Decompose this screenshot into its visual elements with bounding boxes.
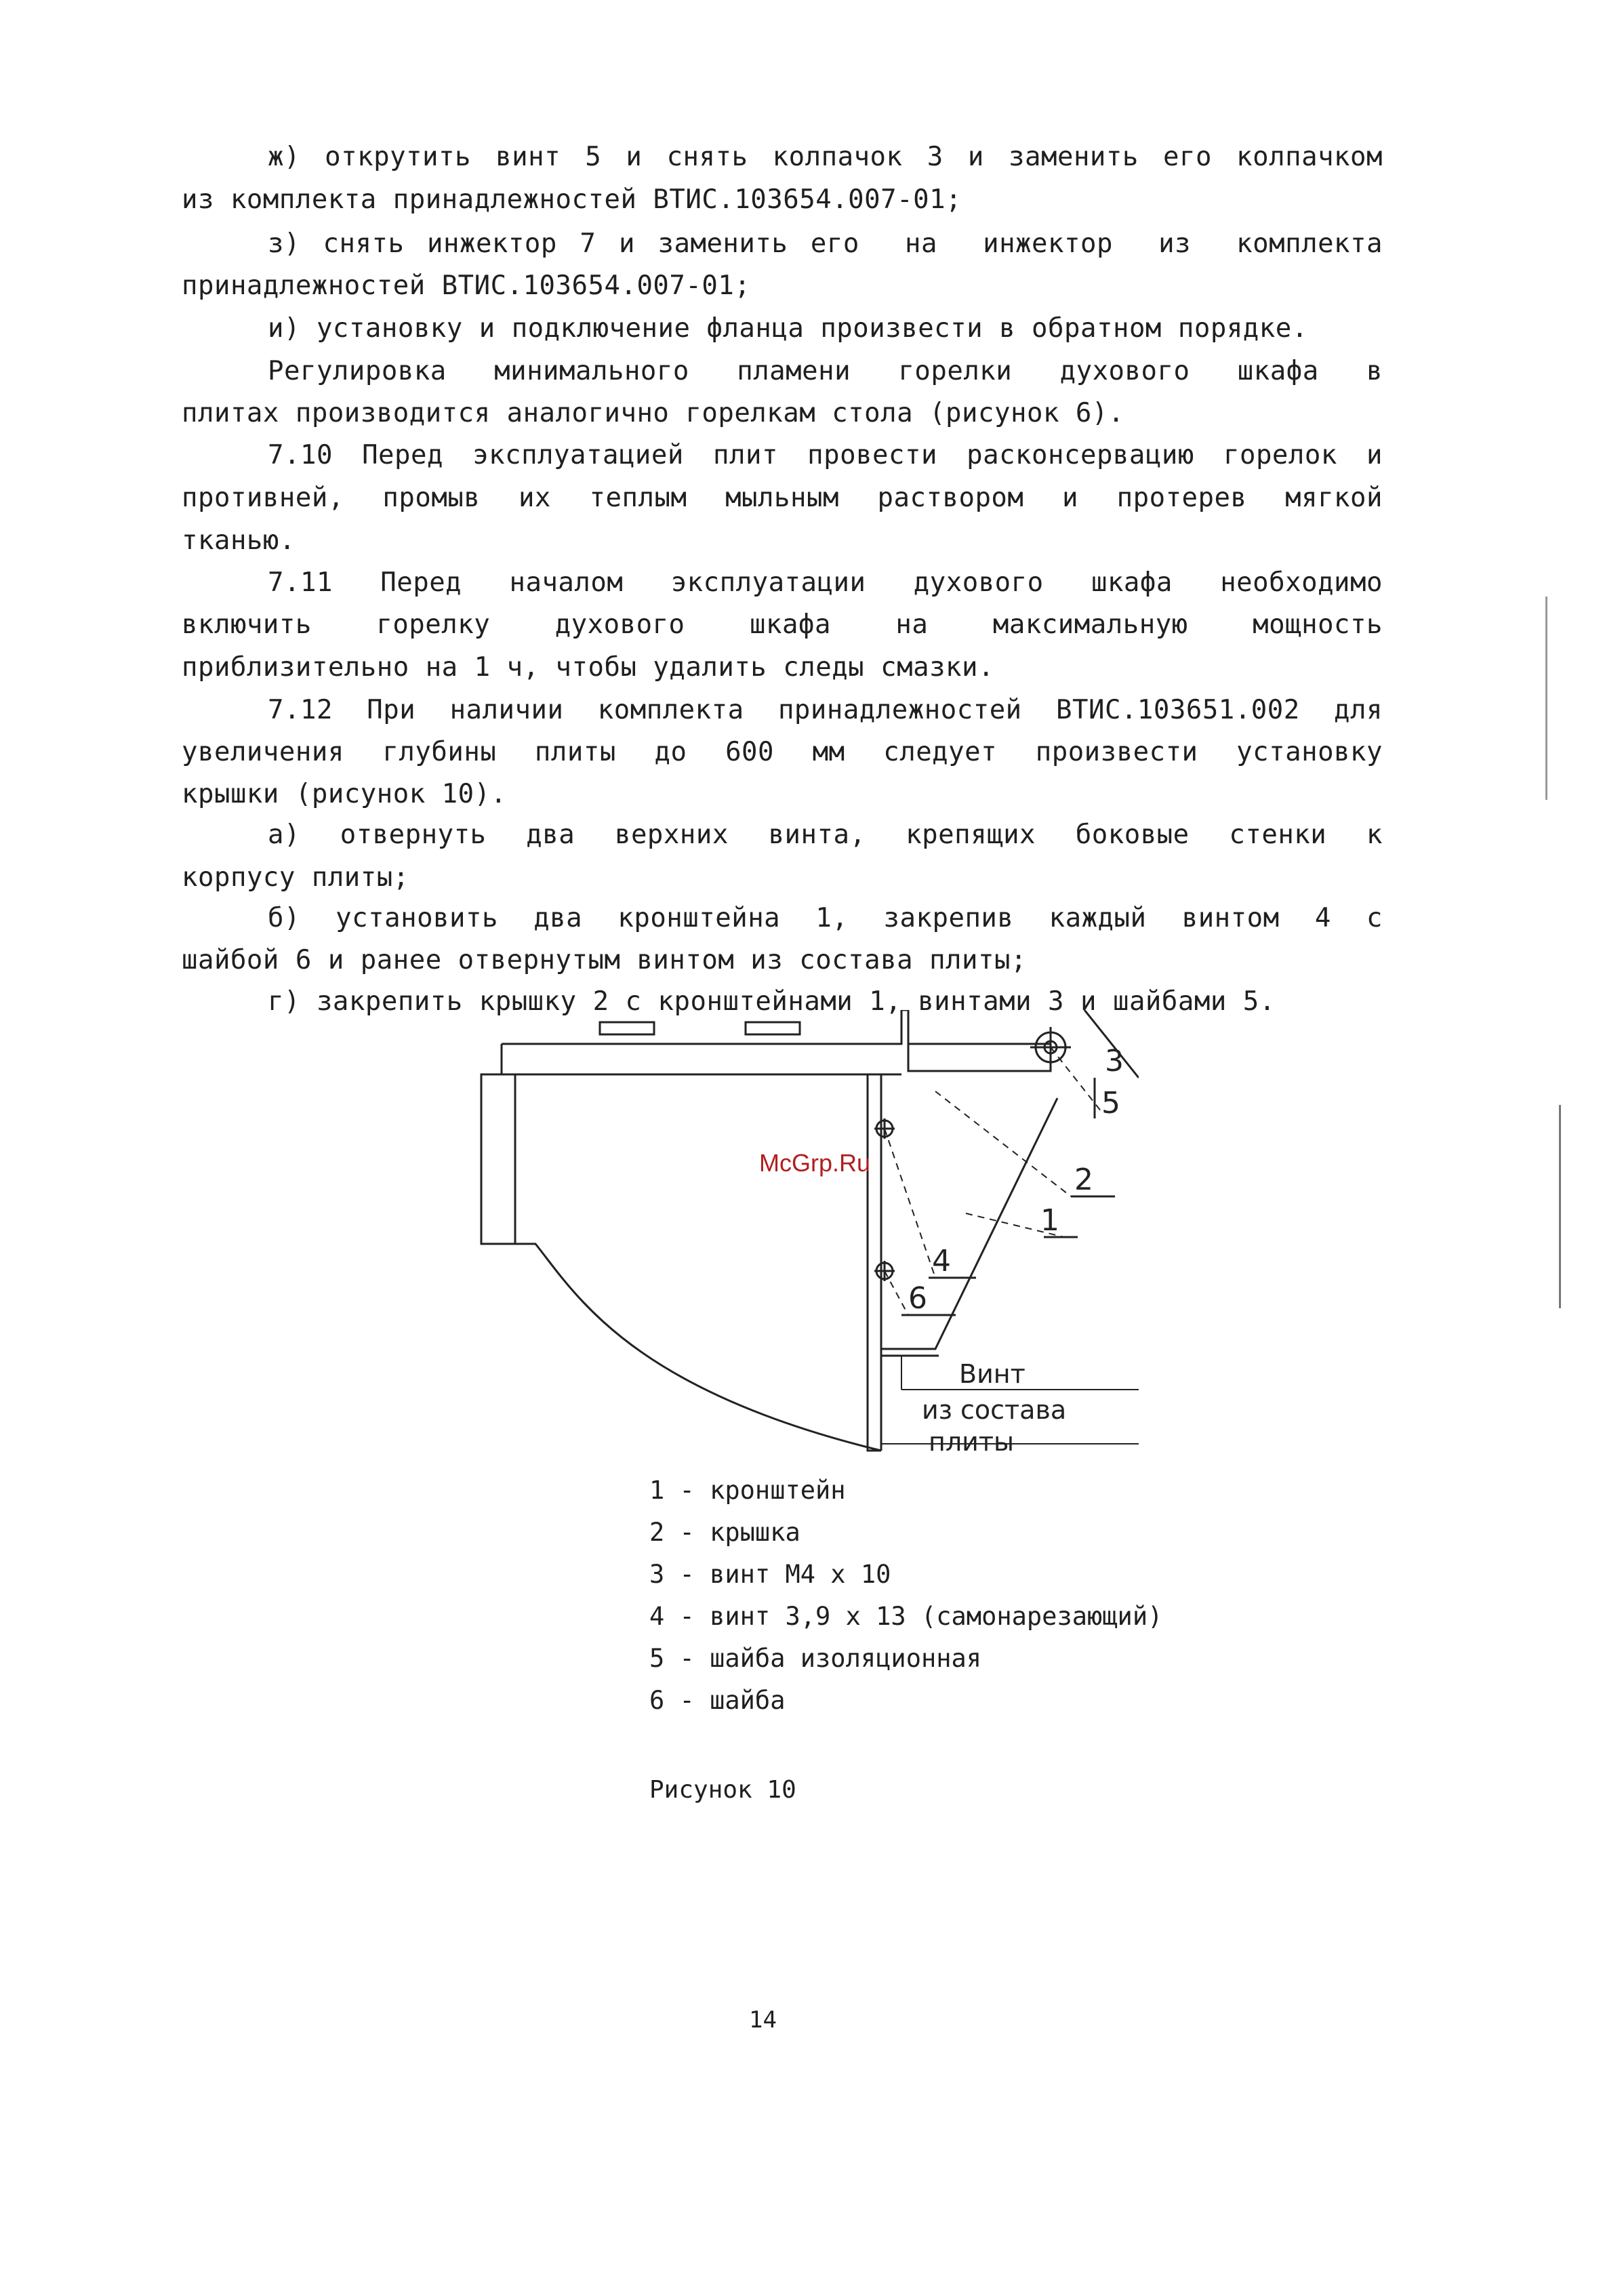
legend-item: 5 - шайба изоляционная [649,1644,982,1673]
section-7-11-end: приблизительно на 1 ч, чтобы удалить следы смазки. [182,652,994,683]
instruction-j: ж) открутить винт 5 и снять колпачок 3 и заменить его колпачком [268,142,1383,172]
instruction-i: и) установку и подключение фланца произвести в обратном порядке. [268,313,1308,344]
callout-3: 3 [1105,1044,1124,1078]
legend-item: 4 - винт 3,9 х 13 (самонарезающий) [649,1602,1163,1631]
lid-rail [502,1010,1051,1071]
legend-item: 6 - шайба [649,1686,786,1715]
step-a-cont: корпусу плиты; [182,862,409,893]
section-7-10-end: тканью. [182,525,296,556]
callout-4: 4 [932,1244,951,1278]
lid-handle [600,1022,654,1034]
page-number: 14 [749,2006,777,2034]
step-a: а) отвернуть два верхних винта, крепящих боковые стенки к [268,820,1383,850]
instruction-j-cont: из комплекта принадлежностей ВТИС.103654.007-01; [182,184,962,215]
scan-artifact [1545,597,1547,800]
screw-label-line2: из состава [922,1395,1067,1425]
side-panel [481,1074,515,1244]
callout-2: 2 [1074,1163,1093,1197]
section-7-12: 7.12 При наличии комплекта принадлежностей ВТИС.103651.002 для [268,695,1383,725]
callout-5: 5 [1101,1086,1120,1120]
section-7-11: 7.11 Перед началом эксплуатации духового шкафа необходимо [268,567,1383,598]
section-7-12-cont: увеличения глубины плиты до 600 мм следует произвести установку [182,737,1383,767]
section-7-10-cont: противней, промыв их теплым мыльным раствором и протерев мягкой [182,483,1383,513]
instruction-z: з) снять инжектор 7 и заменить его на инжектор из комплекта [268,228,1383,259]
step-b: б) установить два кронштейна 1, закрепив каждый винтом 4 с [268,903,1383,933]
figure-10-drawing [461,1010,1139,1505]
section-7-10: 7.10 Перед эксплуатацией плит провести расконсервацию горелок и [268,440,1383,470]
screw-label-line3: плиты [929,1427,1014,1457]
callout-1: 1 [1040,1203,1059,1238]
cover-body [515,1074,881,1451]
screw-label-line1: Винт [959,1359,1026,1389]
lid-handle [746,1022,800,1034]
legend-item: 3 - винт М4 х 10 [649,1560,891,1589]
watermark-text: McGrp.Ru [759,1149,871,1177]
paragraph-regulation: Регулировка минимального пламени горелки духового шкафа в [268,356,1383,386]
legend-item: 1 - кронштейн [649,1476,846,1505]
figure-caption: Рисунок 10 [649,1776,796,1804]
bracket [881,1098,1057,1349]
step-b-cont: шайбой 6 и ранее отвернутым винтом из состава плиты; [182,945,1027,975]
callout-6: 6 [908,1281,927,1316]
instruction-z-cont: принадлежностей ВТИС.103654.007-01; [182,270,751,301]
scan-artifact [1559,1105,1561,1308]
section-7-12-end: крышки (рисунок 10). [182,779,507,809]
step-g: г) закрепить крышку 2 с кронштейнами 1, винтами 3 и шайбами 5. [268,986,1276,1017]
legend-item: 2 - крышка [649,1518,800,1547]
paragraph-regulation-cont: плитах производится аналогично горелкам стола (рисунок 6). [182,398,1124,428]
section-7-11-cont: включить горелку духового шкафа на максимальную мощность [182,609,1383,640]
